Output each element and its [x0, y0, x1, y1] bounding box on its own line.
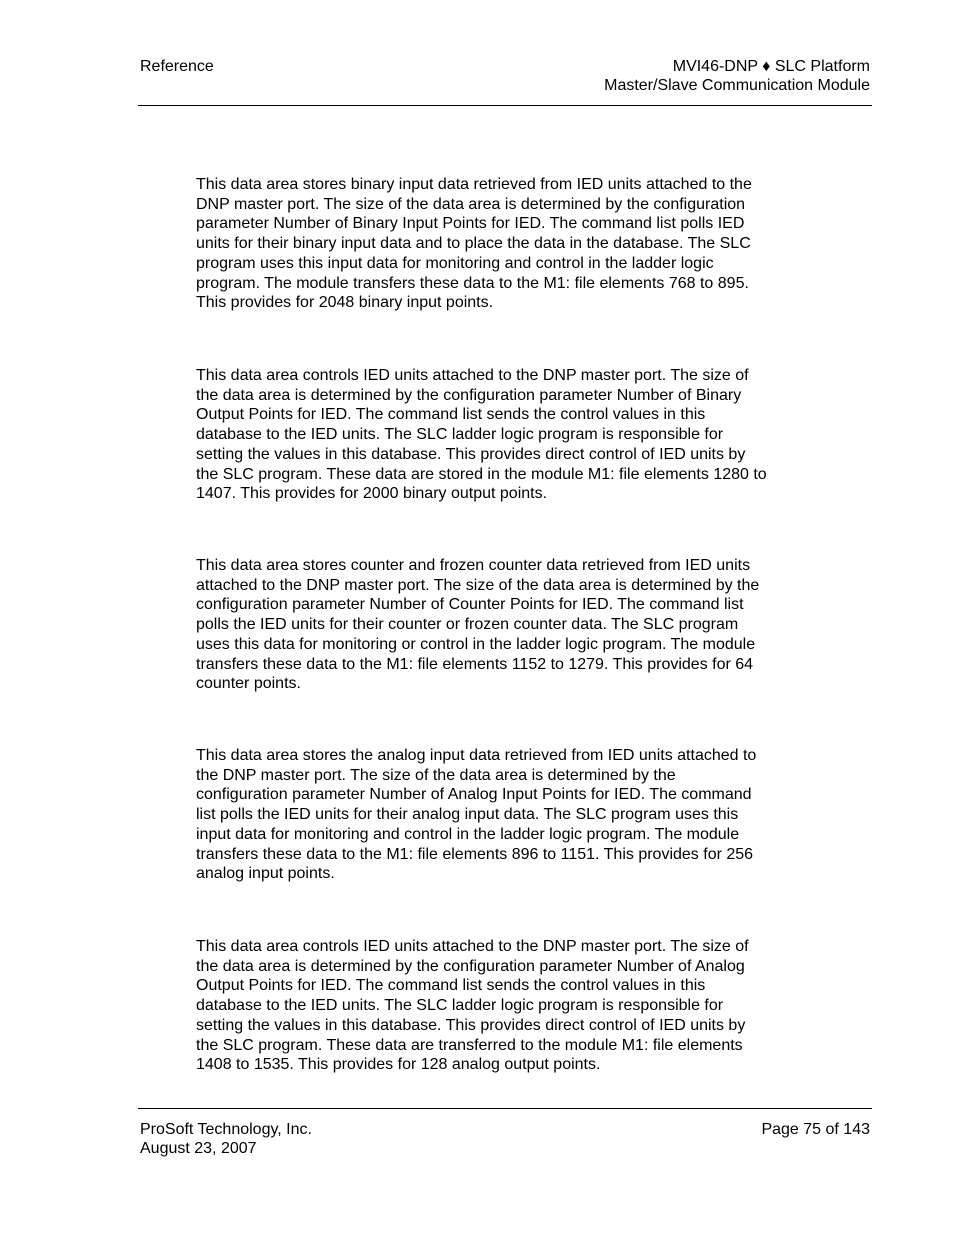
- paragraph-analog-output: This data area controls IED units attached to the DNP master port. The size of the data area is determined by the configuration parameter Number of Analog Output Points for IED. The command list sends the control values in this database to the IED units. The SLC ladder logic program is responsible for setting the values in this database. This provides direct control of IED units by the SLC program. These data are transferred to the module M1: file elements 1408 to 1535. This provides for 128 analog output points.: [196, 938, 749, 1074]
- paragraph-counter: This data area stores counter and frozen counter data retrieved from IED units attached to the DNP master port. The size of the data area is determined by the configuration parameter Number of Counter Points for IED. The command list polls the IED units for their counter or frozen counter data. The SLC program uses this data for monitoring or control in the ladder logic program. The module transfers these data to the M1: file elements 1152 to 1279. This provides for 64 counter points.: [196, 557, 760, 693]
- header-product-line-2: Master/Slave Communication Module: [604, 77, 870, 94]
- footer-company: ProSoft Technology, Inc.: [140, 1121, 312, 1138]
- header-section-title: Reference: [140, 58, 214, 75]
- header-divider: [138, 105, 872, 106]
- header-product-info: [604, 57, 870, 95]
- paragraph-analog-input: This data area stores the analog input data retrieved from IED units attached to the DNP master port. The size of the data area is determined by the configuration parameter Number of Analog Input Points for IED. The command list polls the IED units for their analog input data. The SLC program uses this input data for monitoring and control in the ladder logic program. The module transfers these data to the M1: file elements 896 to 1151. This provides for 256 analog input points.: [196, 747, 757, 883]
- footer-page-number: Page 75 of 143: [761, 1121, 870, 1138]
- paragraph-binary-input: This data area stores binary input data retrieved from IED units attached to the DNP master port. The size of the data area is determined by the configuration parameter Number of Binary Input Points for IED. The command list polls IED units for their binary input data and to place the data in the database. The SLC program uses this input data for monitoring and control in the ladder logic program. The module transfers these data to the M1: file elements 768 to 895. This provides for 2048 binary input points.: [196, 176, 752, 312]
- footer-divider: [138, 1108, 872, 1109]
- paragraph-binary-output: This data area controls IED units attached to the DNP master port. The size of the data area is determined by the configuration parameter Number of Binary Output Points for IED. The command list sends the control values in this database to the IED units. The SLC ladder logic program is responsible for setting the values in this database. This provides direct control of IED units by the SLC program. These data are stored in the module M1: file elements 1280 to 1407. This provides for 2000 binary output points.: [196, 367, 767, 503]
- header-product-line-1: MVI46-DNP ♦ SLC Platform: [672, 58, 870, 75]
- footer-left: [140, 1120, 312, 1158]
- footer-date: August 23, 2007: [140, 1140, 257, 1157]
